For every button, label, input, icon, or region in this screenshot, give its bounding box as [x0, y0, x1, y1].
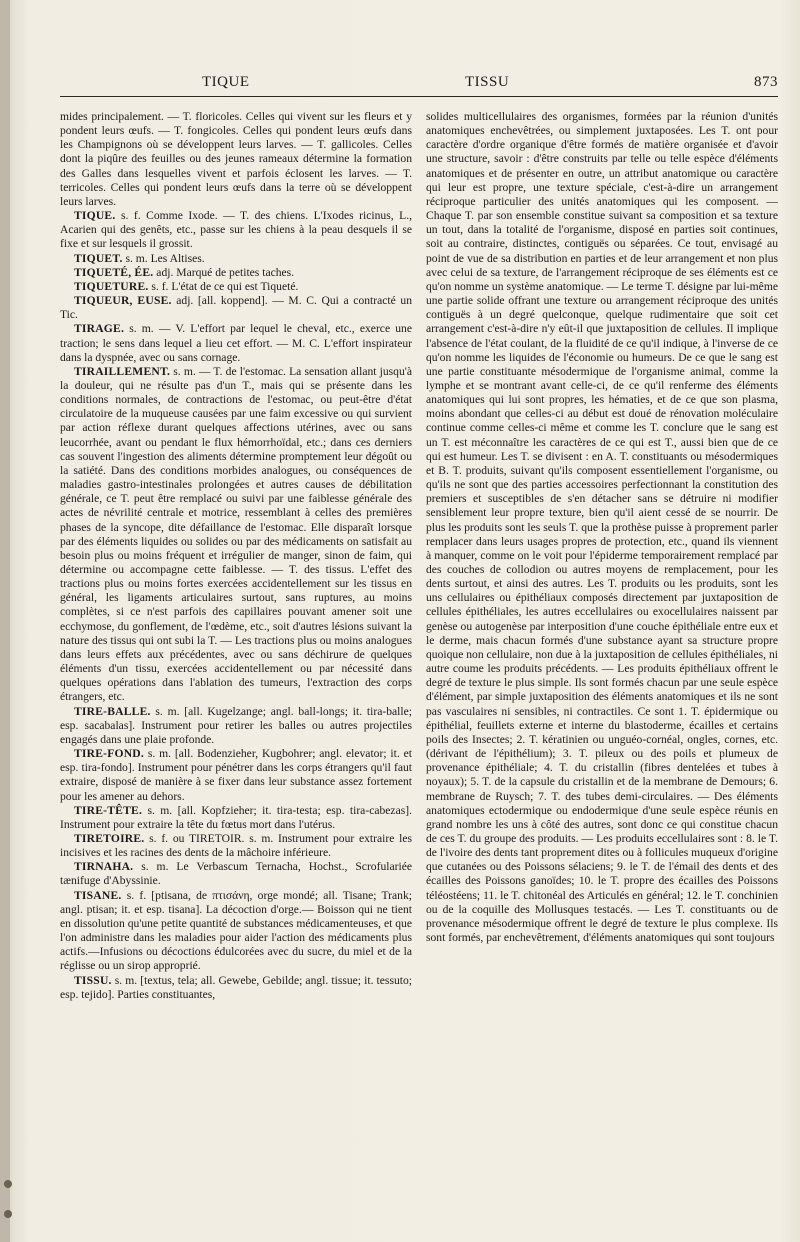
headword: TIRETOIRE.	[74, 831, 145, 845]
headword: TIQUEUR, EUSE.	[74, 294, 172, 308]
entry-tissu-continued: solides multicellulaires des organismes, formées par la réunion d'unités anatomiques enchevêtrées, ou simplement juxtaposées. Les T. ont pour caractère d'ordre organique d'être formés de matière organisée et d'avoir une structure, savoir : d'être construits par telle ou telle espèce d'éléments anatomiques et de présenter en outre, un attribut anatomique ou caractère qui leur est propre, une texture spéciale, c'est-à-dire un arrangement réciproque particulier des unités anatomiques qui les composent. — Chaque T. par son ensemble constitue suivant sa composition et sa texture un tout, dans la totalité de l'organisme, disposé en parties soit continues, soit au contraire, distinctes, contiguës ou séparées. Ce tout, envisagé au point de vue de sa distribution en parties et de leur arrangement et non plus avec celui de sa texture, de l'arrangement réciproque de ses éléments est ce qu'on nomme un système anatomique. — Le terme T. désigne par lui-même une partie solide offrant une texture ou arrangement réciproque des unités contiguës à un degré quelconque, quelque rudimentaire que soit cet arrangement c'est-à-dire n'y eût-il que juxtaposition de cellules. Il implique l'absence de l'état coulant, de la fluidité de ce qu'il indique, à l'inverse de ce qu'on nomme les liquides de l'économie ou humeurs. De ce que le sang est une partie constituante mésodermique de l'organisme animal, comme la lymphe et se montrant avant celle-ci, de ce qu'il renferme des éléments anatomiques qui lui sont propres, les hématies, et de ce que son plasma, moins abondant que celles-ci au début est doué de rénovation moléculaire continue comme celles-ci même et comme les T. conclure que le sang est un T. est méconnaître les caractères de ce qui est T., aussi bien que de ce qui est humeur. Les T. se divisent : en A. T. constituants ou mésodermiques et B. T. produits, suivant qu'ils composent essentiellement l'organisme, ou qu'ils ne sont que des parties accessoires perfectionnant la constitution des premiers et susceptibles de s'en détacher sans se détruire ni modifier sensiblement leur propre texture, bien qu'il aient cessé de se nourrir. De plus les produits sont les seuls T. que la prothèse puisse à proprement parler remplacer dans leurs usages propres de protection, etc., quand ils viennent à manquer, comme on le voit pour l'épiderme temporairement remplacé par des couches de collodion ou autres moyens de remplacement, pour les dents surtout, et ainsi des autres. Les T. produits ou les produits, sont les uns cellulaires ou épithéliaux composés directement par juxtaposition de cellules épithéliales, les autres eccellulaires ou exocellulaires naissent par genèse ou autogenèse par interposition d'une couche épithéliale entre eux et le derme, mais chacun formés d'une substance ayant sa structure propre quoique non cellulaire, non due à la juxtaposition de cellules épithéliales, ni autre coume les produits précédents. — Les produits épithéliaux offrent le degré de texture le plus simple. Ils sont formés chacun par une seule espèce d'élément, par simple juxtaposition des éléments anatomiques et ils ne sont pas vasculaires ni sensibles, ni contractiles. Ce sont 1. T. épidermique ou épithélial, feuillets externe et interne du blastoderme, écailles et certains poils des Insectes; 2. T. kératinien ou unguéo-cornéal, ongles, cornes, etc. (dérivant de l'épithélium); 3. T. pileux ou des poils et plumeux de provenance épithéliale; 4. T. du cristallin (fibres dentelées et tubes à noyaux); 5. T. de la capsule du cristallin et de la membrane de Demours; 6. membrane de Ruysch; 7. T. des tubes demi-circulaires. — Des éléments anatomiques ectodermique ou endodermique d'une seule espèce réunis en grand nombre les uns à côté des autres, sont donc ce qui constitue chacun de ces T. du groupe des produits. — Les produits eccellulaires sont : 8. le T. de l'ivoire des dents tant proprement dites ou à follicules muqueux d'origine que cutanées ou des Poissons sélaciens; 9. le T. de l'émail des dents et des écailles des Poissons ganoïdes; 10. le T. propre des écailles des Poissons téléostéens; 11. le T. chitonéal des Articulés en général; 12. le T. conchinien ou de la coquille des Mollusques testacés. — Les T. constituants ou de provenance mésodermique offrent le degré de texture le plus complexe. Ils sont formés, par enchevêtrement, d'éléments anatomiques qui sont toujours	[426, 110, 778, 945]
right-column	[426, 110, 778, 1200]
entry-tissu: TISSU. s. m. [textus, tela; all. Gewebe, Gebilde; angl. tissue; it. tessuto; esp. tejido]. Parties constituantes,	[60, 973, 412, 1001]
headword: TIQUE.	[74, 209, 116, 223]
headword: TIQUET.	[74, 251, 123, 265]
entry-tiquete: TIQUETÉ, ÉE. adj. Marqué de petites taches.	[74, 265, 295, 279]
headword: TISANE.	[74, 888, 122, 902]
headword: TIQUETÉ, ÉE.	[74, 265, 154, 279]
entry-tiraillement: TIRAILLEMENT. s. m. — T. de l'estomac. La sensation allant jusqu'à la douleur, qui ne résulte pas d'un T., mais qui se présente dans les conditions normales, de contractions de l'estomac, ou peut-être d'état circulatoire de la muqueuse causées par une faim excessive ou qui survient par action réflexe durant quelques affections utérines, avec ou sans leucorrhée, avant ou pendant le flux hémorrhoïdal, etc.; dans ces derniers cas souvent l'ingestion des aliments détermine promptement leur dégoût ou la satiété. Dans des conditions morbides analogues, ou conséquences de maladies gastro-intestinales prolongées et autres causes de débilitation générale, ce T. peut être remplacé ou suivi par une faiblesse générale des actes de névrilité centrale et motrice, ressemblant à celles des premières phases de la syncope, dite défaillance de l'estomac. Elle disparaît lorsque par des éléments liquides ou solides ou par des médicaments on satisfait au besoin plus ou moins fréquent et irrégulier de manger, sinon de faim, qui détermine ou accompagne cette faiblesse. — T. des tissus. L'effet des tractions plus ou moins fortes exercées accidentellement sur les tissus en général, les ligaments articulaires surtout, sans ruptures, au moins complètes, si ce n'est parfois des capillaires pouvant amener soit une ecchymose, du gonflement, de l'œdème, etc., soit d'autres lésions suivant la nature des tissus qui ont subi la T. — Les tractions plus ou moins analogues dans leurs effets aux précédentes, avec ou sans déchirure de quelques éléments d'un tissu, exercées accidentellement ou par nécessité dans quelques opérations dans l'ablation des tumeurs, l'extraction des corps étrangers, etc.	[60, 364, 412, 704]
entry-tiretoire: TIRETOIRE. s. f. ou TIRETOIR. s. m. Instrument pour extraire les incisives et les racines des dents de la mâchoire inférieure.	[60, 831, 412, 860]
entry-tiqueur: TIQUEUR, EUSE. adj. [all. koppend]. — M. C. Qui a contracté un Tic.	[60, 294, 412, 322]
header-right-guide-word: TISSU	[465, 74, 510, 90]
entry-tirage: TIRAGE. s. m. — V. L'effort par lequel le cheval, etc., exerce une traction; le sens dans lequel a lieu cet effort. — M. C. L'effort inspirateur dans la dyspnée, avec ou sans cornage.	[60, 322, 412, 364]
page-number: 873	[754, 74, 778, 90]
left-column	[60, 110, 412, 1200]
headword: TIRNAHA.	[74, 860, 134, 874]
headword: TISSU.	[74, 973, 112, 987]
headword: TIRAGE.	[74, 322, 125, 336]
entry-paragraph: mides principalement. — T. floricoles. Celles qui vivent sur les fleurs et y pondent leurs œufs. — T. fongicoles. Celles qui pondent leurs œufs dans les Champignons où se développent leurs larves. — T. gallicoles. Celles dont la piqûre des feuilles ou des jeunes rameaux détermine la formation des Galles dans lesquelles vivent et parfois éclosent les larves. — T. terricoles. Celles qui pondent leurs œufs dans la terre où se développent leurs larves.	[60, 110, 412, 208]
margin-marks	[0, 1170, 18, 1240]
entry-tiqueture: TIQUETURE. s. f. L'état de ce qui est Tiqueté.	[74, 279, 299, 293]
headword: TIQUETURE.	[74, 279, 149, 293]
headword: TIRE-FOND.	[74, 747, 144, 761]
entry-tire-fond: TIRE-FOND. s. m. [all. Bodenzieher, Kugbohrer; angl. elevator; it. et esp. tira-fondo]. Instrument pour pénétrer dans les corps étrangers qu'il faut extraire, disposé de manière à se fixer dans leur substance assez fortement pour les amener au dehors.	[60, 747, 412, 803]
entry-tirnaha: TIRNAHA. s. m. Le Verbascum Ternacha, Hochst., Scrofulariée tænifuge d'Abyssinie.	[60, 860, 412, 888]
entry-tire-balle: TIRE-BALLE. s. m. [all. Kugelzange; angl. ball-longs; it. tira-balle; esp. sacabalas]. Instrument pour retirer les balles ou autres projectiles engagés dans une plaie profonde.	[60, 704, 412, 746]
margin-dot	[4, 1210, 12, 1218]
headword: TIRE-TÊTE.	[74, 803, 143, 817]
header-left-guide-word: TIQUE	[202, 74, 250, 90]
entry-tique: TIQUE. s. f. Comme Ixode. — T. des chiens. L'Ixodes ricinus, L., Acarien qui des genêts, etc., passe sur les chiens à la peau desquels il se fixe et sur lesquels il grossit.	[60, 209, 412, 251]
entry-tisane: TISANE. s. f. [ptisana, de πτισάνη, orge mondé; all. Tisane; Trank; angl. ptisan; it. et esp. tisana]. La décoction d'orge.— Boisson qui ne tient en dissolution qu'une petite quantité de substances médicamenteuses, et que l'on administre dans les maladies pour aider l'action des médicaments plus actifs.—Infusions ou décoctions édulcorées avec du sucre, du miel et de la réglisse ou un sirop approprié.	[60, 888, 412, 973]
margin-dot	[4, 1180, 12, 1188]
header-rule	[60, 96, 778, 97]
headword: TIRE-BALLE.	[74, 704, 151, 718]
page-binding-edge	[0, 0, 10, 1242]
headword: TIRAILLEMENT.	[74, 364, 171, 378]
entry-tire-tete: TIRE-TÊTE. s. m. [all. Kopfzieher; it. tira-testa; esp. tira-cabezas]. Instrument pour extraire la tête du fœtus mort dans l'utérus.	[60, 803, 412, 831]
running-header	[60, 68, 778, 98]
entry-tiquet: TIQUET. s. m. Les Altises.	[74, 251, 205, 265]
